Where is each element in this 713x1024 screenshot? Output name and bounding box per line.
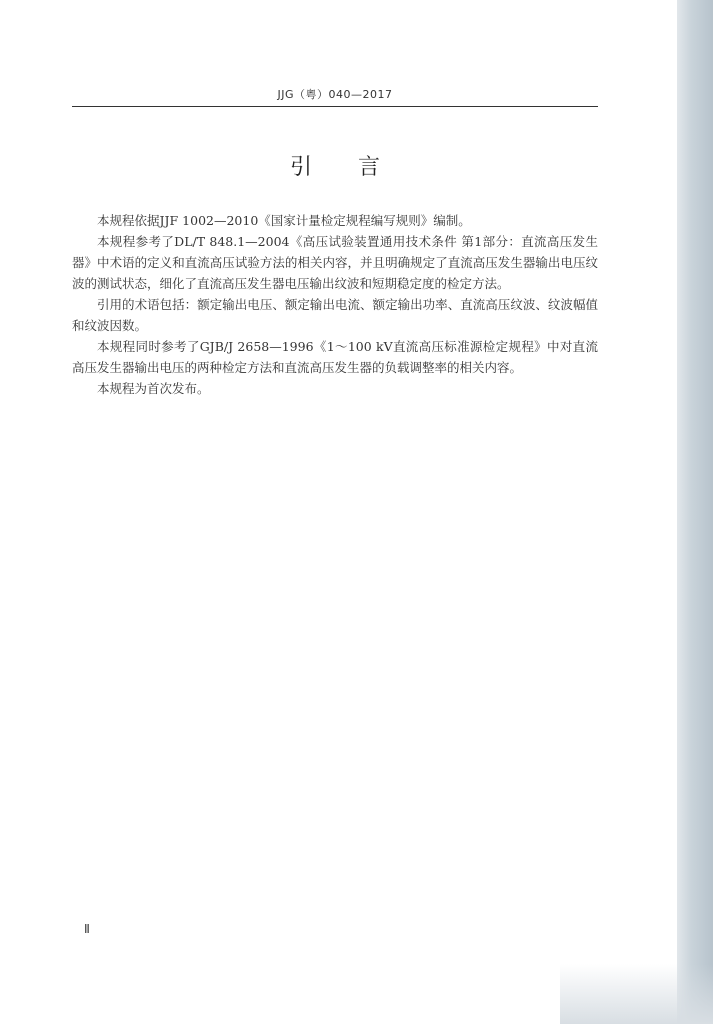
page-title: 引言 — [289, 155, 426, 180]
paragraph: 引用的术语包括：额定输出电压、额定输出电流、额定输出功率、直流高压纹波、纹波幅值和纹波因数。 — [72, 297, 598, 333]
scan-edge — [677, 0, 713, 1024]
paragraph: 本规程同时参考了GJB/J 2658—1996《1～100 kV直流高压标准源检定规程》中对直流高压发生器输出电压的两种检定方法和直流高压发生器的负载调整率的相关内容。 — [72, 339, 598, 375]
paragraph: 本规程参考了DL/T 848.1—2004《高压试验装置通用技术条件 第1部分：直流高压发生器》中术语的定义和直流高压试验方法的相关内容，并且明确规定了直流高压发生器输出电压纹波的测试状态，细化了直流高压发生器电压输出纹波和短期稳定度的检定方法。 — [72, 234, 598, 291]
standard-code-header: JJG（粤）040—2017 — [277, 88, 393, 101]
page-number: Ⅱ — [84, 922, 90, 936]
header-rule — [72, 106, 598, 107]
paragraph: 本规程依据JJF 1002—2010《国家计量检定规程编写规则》编制。 — [97, 213, 471, 228]
paragraph: 本规程为首次发布。 — [97, 381, 210, 396]
body-text — [72, 210, 598, 399]
